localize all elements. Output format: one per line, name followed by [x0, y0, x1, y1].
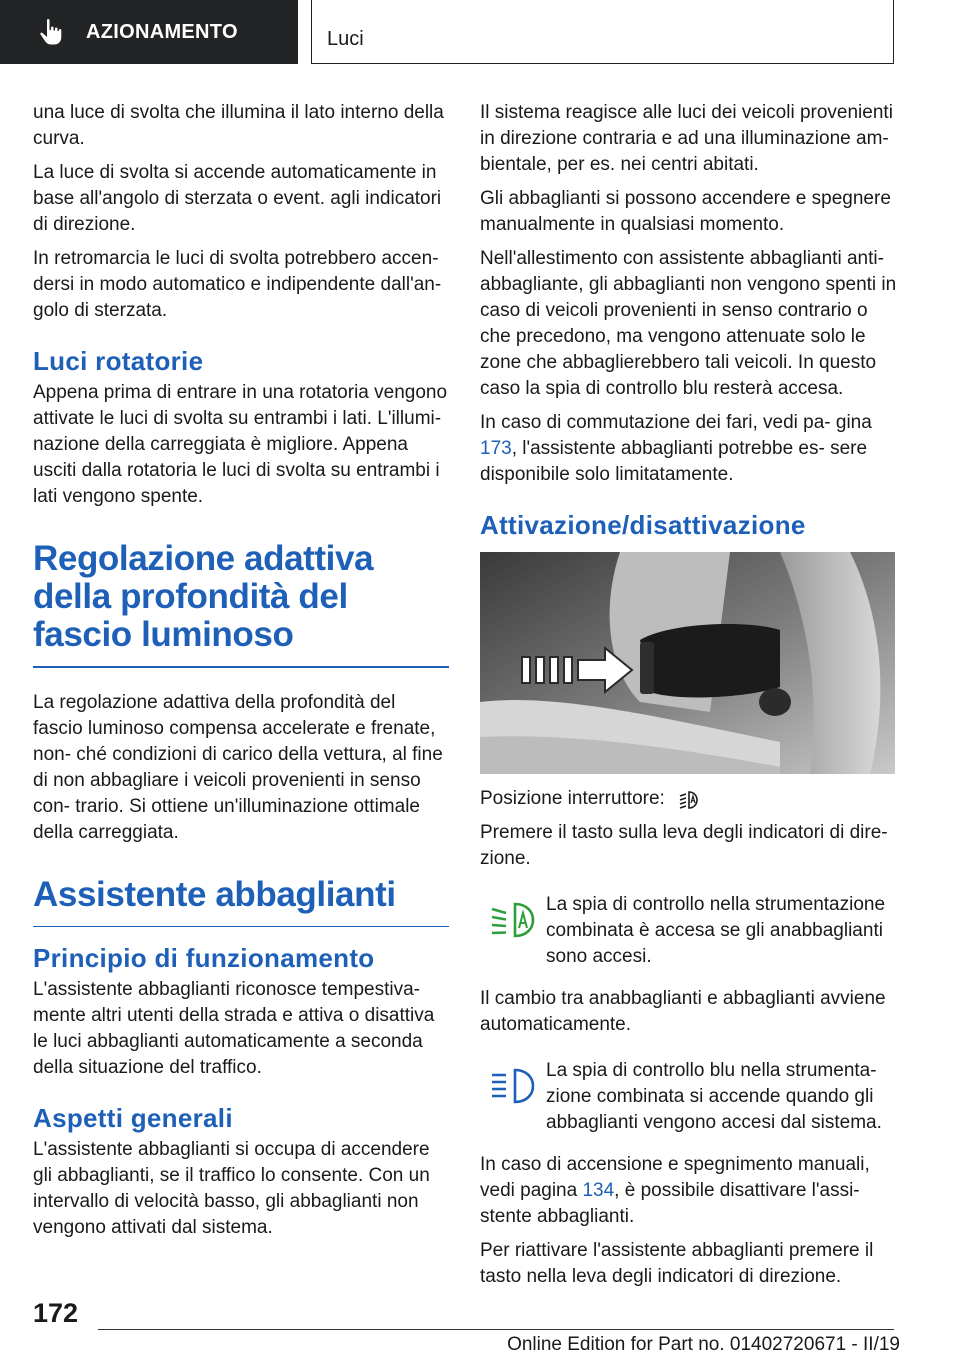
- paragraph-with-link: In caso di accensione e spegnimento manuali, vedi pagina 134, è possibile disattivare l'assi‐ stente abbaglianti.: [480, 1154, 870, 1227]
- hand-pointer-icon: [38, 18, 64, 46]
- edition-footer: Online Edition for Part no. 01402720671 - II/19: [507, 1334, 900, 1355]
- heading-assistente-abbaglianti: Assistente abbaglianti: [33, 874, 396, 914]
- page-link-173[interactable]: 173: [480, 438, 512, 459]
- note-high-beam: [480, 1058, 898, 1136]
- paragraph: Gli abbaglianti si possono accendere e spegnere manualmente in qualsiasi momento.: [480, 188, 891, 235]
- heading-luci-rotatorie: Luci rotatorie: [33, 346, 204, 376]
- left-column: [33, 100, 449, 1249]
- paragraph: Premere il tasto sulla leva degli indicatori di dire‐ zione.: [480, 822, 888, 869]
- high-beam-indicator-icon: [488, 1066, 538, 1106]
- paragraph: La luce di svolta si accende automaticamente in base all'angolo di sterzata o event. agli indicatori di direzione.: [33, 162, 442, 235]
- note-low-beam: [480, 892, 898, 970]
- paragraph: Il sistema reagisce alle luci dei veicoli provenienti in direzione contraria e ad una illuminazione am‐ bientale, per es. nei centri abitati.: [480, 102, 893, 175]
- section-divider: [33, 926, 449, 928]
- right-column: [480, 100, 898, 1298]
- footer-divider: [98, 1329, 894, 1330]
- paragraph: In retromarcia le luci di svolta potrebbero accen‐ dersi in modo automatico e indipendente dall'an‐ golo di sterzata.: [33, 248, 442, 321]
- section-label: AZIONAMENTO: [86, 20, 238, 43]
- low-beam-indicator-icon: [488, 900, 538, 940]
- paragraph-with-link: In caso di commutazione dei fari, vedi pa‐ gina 173, l'assistente abbaglianti potrebbe es‐ sere disponibile solo limitatamente.: [480, 412, 872, 485]
- heading-attivazione: Attivazione/disattivazione: [480, 510, 806, 540]
- page-link-134[interactable]: 134: [582, 1180, 615, 1201]
- heading-regolazione-adattiva: Regolazione adattiva della profondità del fascio luminoso: [33, 539, 374, 654]
- paragraph: Nell'allestimento con assistente abbaglianti anti‐ abbagliante, gli abbaglianti non vengono spenti in caso di veicoli provenienti in senso contrario o che precedono, ma vengono attenuate solo le zone che abbaglierebbero tali veicoli. In questo caso la spia di controllo blu resterà accesa.: [480, 248, 897, 399]
- page-number: 172: [33, 1298, 79, 1328]
- paragraph: Appena prima di entrare in una rotatoria vengono attivate le luci di svolta su entrambi i lati. L'illumi‐ nazione della carreggiata è migliore. Appena usciti dalla rotatoria le luci di svolta su entrambi i lati vengono spente.: [33, 382, 448, 507]
- paragraph: L'assistente abbaglianti si occupa di accendere gli abbaglianti, se il traffico lo consente. Con un intervallo di velocità basso, gli abbaglianti non vengono attivati dal sistema.: [33, 1139, 430, 1238]
- paragraph: La regolazione adattiva della profondità del fascio luminoso compensa accelerate e frenate, non‐ ché condizioni di carico della vettura, al fine di non abbagliare i veicoli provenienti in senso con‐ trario. Si ottiene un'illuminazione ottimale della carreggiata.: [33, 691, 443, 843]
- section-tab: [0, 0, 298, 64]
- section-divider: [33, 666, 449, 668]
- heading-aspetti-generali: Aspetti generali: [33, 1103, 233, 1133]
- paragraph: Il cambio tra anabbaglianti e abbaglianti avviene automaticamente.: [480, 988, 886, 1035]
- note-text: La spia di controllo nella strumentazione combinata è accesa se gli anabbaglianti sono accesi.: [546, 894, 886, 967]
- paragraph: L'assistente abbaglianti riconosce tempestiva‐ mente altri utenti della strada e attiva o disattiva le luci abbaglianti automaticamente a seconda della situazione del traffico.: [33, 979, 435, 1078]
- chapter-title: Luci: [311, 0, 894, 64]
- turn-signal-lever-photo: [480, 552, 895, 774]
- note-text: La spia di controllo blu nella strumenta‐ zione combinata si accende quando gli abbaglianti vengono accesi dal sistema.: [546, 1060, 882, 1133]
- heading-principio: Principio di funzionamento: [33, 943, 375, 973]
- paragraph: Per riattivare l'assistente abbaglianti premere il tasto nella leva degli indicatori di direzione.: [480, 1240, 874, 1287]
- paragraph-switch-position: Posizione interruttore:: [480, 786, 898, 812]
- paragraph: una luce di svolta che illumina il lato interno della curva.: [33, 102, 444, 149]
- high-beam-assistant-icon: [676, 788, 700, 810]
